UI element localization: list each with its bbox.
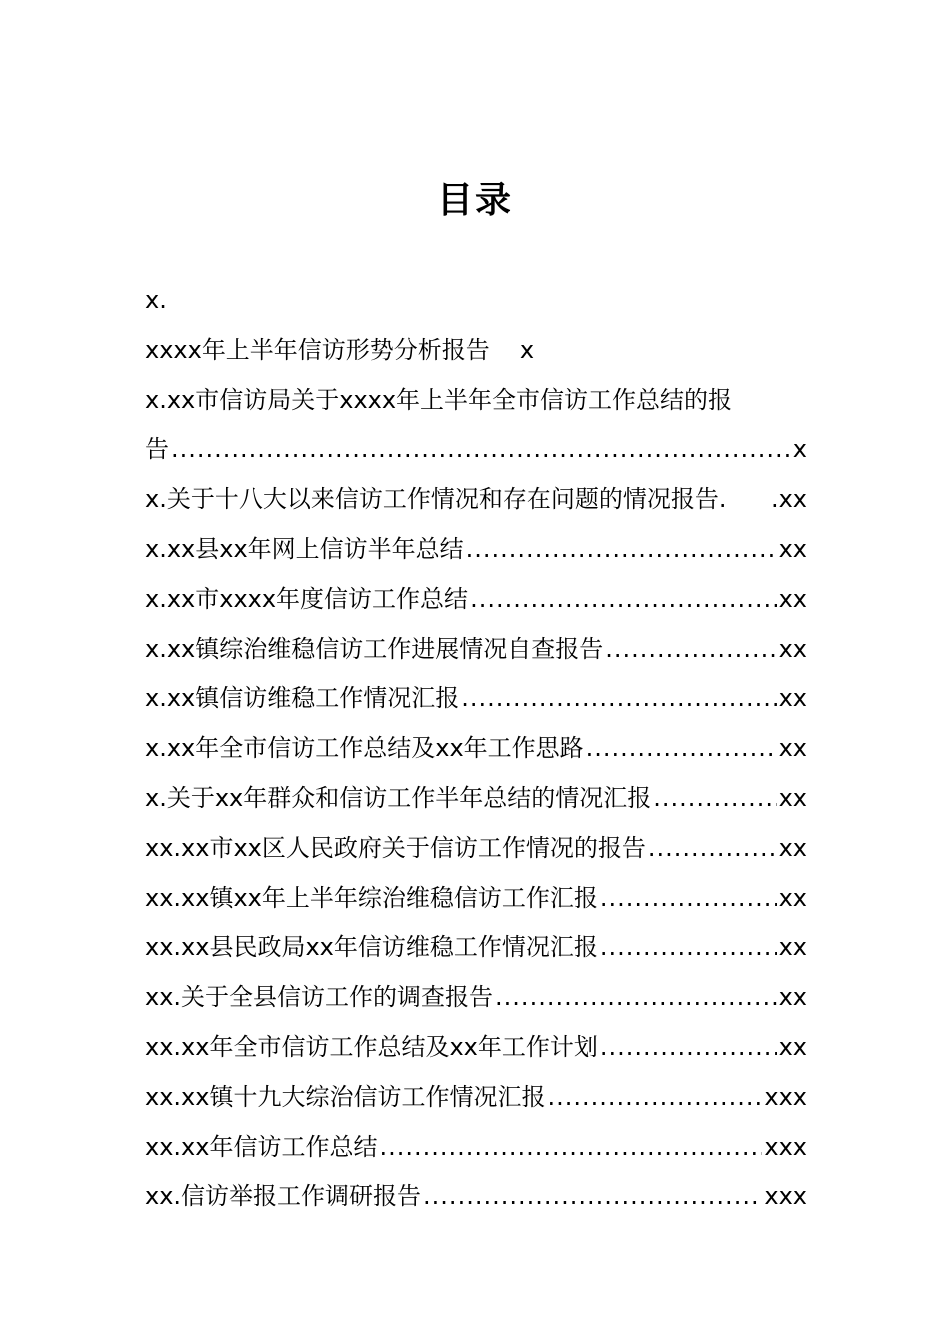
toc-entry[interactable] [145, 625, 807, 675]
toc-entry[interactable] [145, 376, 807, 426]
dot-leader [653, 774, 776, 824]
toc-entry[interactable] [145, 326, 807, 376]
dot-leader [470, 575, 777, 625]
dot-leader [423, 1172, 762, 1222]
toc-entry-label: xxxx年上半年信访形势分析报告 [145, 335, 490, 364]
toc-entry-label: x.xx市信访局关于xxxx年上半年全市信访工作总结的报 [145, 385, 733, 414]
toc-entry-label: xx.xx镇十九大综治信访工作情况汇报 [145, 1082, 546, 1111]
toc-entry-label: x.xx市xxxx年度信访工作总结 [145, 584, 469, 613]
toc-entry[interactable] [145, 475, 807, 525]
toc-entry-page: xx [778, 833, 807, 862]
toc-entry[interactable] [145, 1073, 807, 1123]
toc-entry-page: xx [778, 783, 807, 812]
toc-entry-page: xxx [764, 1182, 807, 1211]
toc-entry[interactable] [145, 575, 807, 625]
toc-entry-page: .xx [770, 485, 807, 514]
toc-entry[interactable] [145, 774, 807, 824]
toc-entry-page: xx [778, 983, 807, 1012]
toc-entry[interactable] [145, 874, 807, 924]
dot-leader [600, 1023, 777, 1073]
toc-entry[interactable] [145, 674, 807, 724]
toc-entry-page: xx [778, 933, 807, 962]
toc-entry[interactable] [145, 923, 807, 973]
toc-entry-label: xx.xx镇xx年上半年综治维稳信访工作汇报 [145, 883, 598, 912]
toc-entry-label: xx.信访举报工作调研报告 [145, 1182, 422, 1211]
toc-entry-page: xx [778, 1032, 807, 1061]
toc-entry-page: x [792, 435, 807, 464]
toc-entry-page: xx [778, 634, 807, 663]
dot-leader [600, 923, 777, 973]
toc-entry[interactable] [145, 724, 807, 774]
dot-leader [466, 525, 777, 575]
toc-entry[interactable] [145, 525, 807, 575]
toc-entry[interactable] [145, 973, 807, 1023]
table-of-contents [145, 276, 807, 1222]
toc-entry-label: xx.xx县民政局xx年信访维稳工作情况汇报 [145, 933, 598, 962]
toc-entry-label: xx.xx年信访工作总结 [145, 1132, 378, 1161]
toc-entry-page: xxx [764, 1132, 807, 1161]
toc-entry-page: x [519, 335, 535, 364]
toc-entry-label: x.xx年全市信访工作总结及xx年工作思路 [145, 734, 584, 763]
page-title: 目录 [436, 179, 513, 221]
toc-entry-continuation[interactable] [145, 425, 807, 475]
dot-leader [461, 674, 776, 724]
dot-leader [605, 625, 776, 675]
dot-leader [171, 425, 791, 475]
dot-leader [379, 1123, 762, 1173]
toc-entry-label: xx.关于全县信访工作的调查报告 [145, 983, 494, 1012]
dot-leader [495, 973, 777, 1023]
toc-entry-page: xx [778, 734, 807, 763]
dot-leader [600, 874, 777, 924]
toc-entry-label: x.关于十八大以来信访工作情况和存在问题的情况报告. [145, 485, 727, 514]
toc-entry[interactable] [145, 276, 807, 326]
toc-entry-page: xx [778, 534, 807, 563]
toc-entry[interactable] [145, 824, 807, 874]
toc-entry-page: xx [778, 883, 807, 912]
toc-entry-page: xxx [764, 1082, 807, 1111]
dot-leader [648, 824, 777, 874]
toc-entry-label: x. [145, 286, 167, 314]
toc-entry-label: 告 [145, 435, 169, 464]
toc-entry-label: xx.xx年全市信访工作总结及xx年工作计划 [145, 1032, 598, 1061]
toc-entry-page: xx [778, 684, 807, 713]
dot-leader [547, 1073, 762, 1123]
toc-entry-label: x.关于xx年群众和信访工作半年总结的情况汇报 [145, 783, 652, 812]
dot-leader [586, 724, 777, 774]
toc-entry[interactable] [145, 1023, 807, 1073]
toc-entry-label: xx.xx市xx区人民政府关于信访工作情况的报告 [145, 833, 646, 862]
toc-entry-page: xx [778, 584, 807, 613]
toc-entry-label: x.xx镇信访维稳工作情况汇报 [145, 684, 460, 713]
toc-entry[interactable] [145, 1123, 807, 1173]
toc-entry-label: x.xx县xx年网上信访半年总结 [145, 534, 464, 563]
toc-entry[interactable] [145, 1172, 807, 1222]
toc-entry-label: x.xx镇综治维稳信访工作进展情况自查报告 [145, 634, 604, 663]
